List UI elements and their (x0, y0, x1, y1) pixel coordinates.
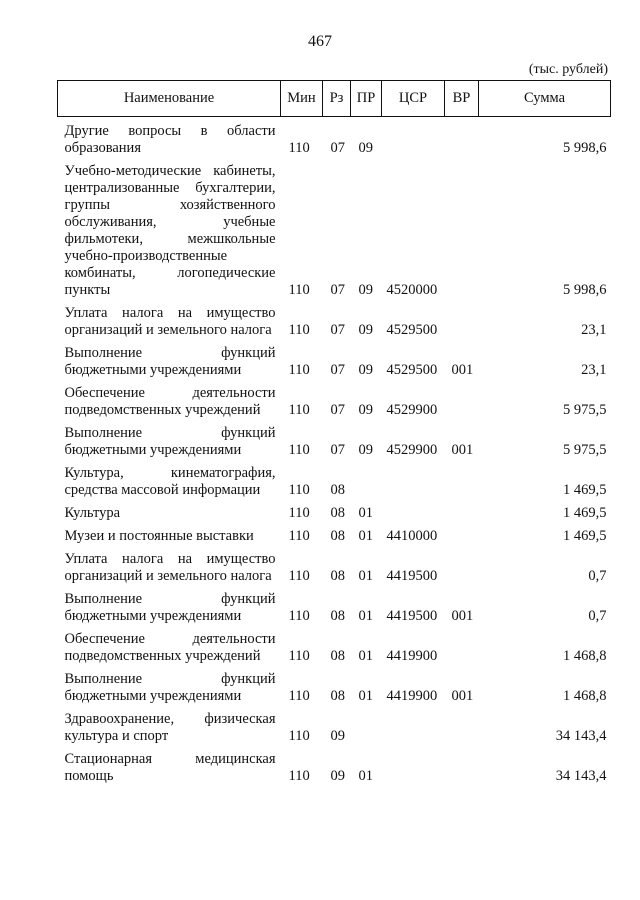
header-rz: Рз (323, 81, 351, 117)
cell-sum: 1 469,5 (563, 505, 607, 521)
cell-pr: 09 (358, 140, 373, 156)
cell-vr: 001 (451, 442, 474, 458)
units-note: (тыс. рублей) (528, 62, 608, 77)
cell-sum: 5 975,5 (563, 402, 607, 418)
table-row (58, 628, 611, 668)
cell-csr (382, 462, 445, 502)
cell-rz: 08 (330, 688, 345, 704)
cell-vr (445, 302, 479, 342)
cell-name: Выполнение функций бюджетными учреждениями (64, 425, 276, 458)
cell-pr: 01 (358, 648, 373, 664)
cell-min: 110 (288, 648, 310, 664)
cell-rz: 09 (330, 728, 345, 744)
cell-rz: 07 (330, 282, 345, 298)
cell-rz: 07 (330, 402, 345, 418)
cell-min: 110 (288, 362, 310, 378)
cell-pr (351, 462, 382, 502)
cell-rz: 08 (330, 568, 345, 584)
cell-sum: 1 468,8 (563, 648, 607, 664)
table-row (58, 525, 611, 548)
table-header (58, 81, 611, 117)
header-vr: ВР (445, 81, 479, 117)
table-row (58, 160, 611, 302)
cell-csr: 4529900 (386, 442, 438, 458)
cell-pr: 01 (358, 688, 373, 704)
table-row (58, 422, 611, 462)
cell-sum: 5 975,5 (563, 442, 607, 458)
cell-name: Обеспечение деятельности подведомственных учреждений (64, 385, 276, 418)
cell-min: 110 (288, 402, 310, 418)
cell-sum: 1 469,5 (563, 528, 607, 544)
table-row (58, 748, 611, 788)
budget-table (57, 80, 611, 788)
cell-csr: 4419900 (386, 648, 438, 664)
cell-pr: 09 (358, 402, 373, 418)
cell-pr: 01 (358, 608, 373, 624)
cell-pr: 01 (358, 768, 373, 784)
header-name: Наименование (58, 81, 281, 117)
page-number: 467 (308, 33, 332, 50)
cell-vr (445, 708, 479, 748)
cell-pr: 01 (358, 505, 373, 521)
cell-name: Здравоохранение, физическая культура и спорт (64, 711, 276, 744)
cell-sum: 5 998,6 (563, 282, 607, 298)
cell-csr: 4410000 (386, 528, 438, 544)
cell-vr: 001 (451, 608, 474, 624)
cell-sum: 5 998,6 (563, 140, 607, 156)
cell-pr: 09 (358, 442, 373, 458)
table-row (58, 588, 611, 628)
header-pr: ПР (351, 81, 382, 117)
table-row (58, 548, 611, 588)
cell-vr (445, 462, 479, 502)
cell-name: Выполнение функций бюджетными учреждениями (64, 345, 276, 378)
cell-min: 110 (288, 140, 310, 156)
cell-min: 110 (288, 728, 310, 744)
cell-name: Культура (64, 505, 121, 521)
cell-rz: 08 (330, 505, 345, 521)
table-row (58, 117, 611, 161)
cell-min: 110 (288, 608, 310, 624)
cell-csr: 4529500 (386, 362, 438, 378)
cell-vr (445, 117, 479, 161)
cell-min: 110 (288, 768, 310, 784)
cell-name: Другие вопросы в области образования (64, 123, 276, 156)
cell-rz: 07 (330, 442, 345, 458)
cell-sum: 1 468,8 (563, 688, 607, 704)
cell-csr: 4419500 (386, 568, 438, 584)
cell-vr (445, 160, 479, 302)
cell-name: Выполнение функций бюджетными учреждениями (64, 591, 276, 624)
cell-sum: 0,7 (588, 608, 607, 624)
header-row (58, 81, 611, 117)
cell-vr (445, 548, 479, 588)
cell-rz: 08 (330, 608, 345, 624)
cell-sum: 34 143,4 (555, 768, 607, 784)
cell-pr: 01 (358, 528, 373, 544)
cell-pr (351, 708, 382, 748)
cell-pr: 09 (358, 282, 373, 298)
cell-min: 110 (288, 505, 310, 521)
cell-name: Выполнение функций бюджетными учреждениями (64, 671, 276, 704)
cell-sum: 23,1 (581, 322, 607, 338)
table-row (58, 342, 611, 382)
cell-csr (382, 502, 445, 525)
cell-name: Стационарная медицинская помощь (64, 751, 276, 784)
cell-pr: 09 (358, 362, 373, 378)
table-row (58, 502, 611, 525)
table-row (58, 668, 611, 708)
cell-vr (445, 502, 479, 525)
cell-pr: 01 (358, 568, 373, 584)
table-row (58, 708, 611, 748)
table-row (58, 302, 611, 342)
table-body (58, 117, 611, 789)
cell-min: 110 (288, 568, 310, 584)
header-sum: Сумма (479, 81, 611, 117)
cell-min: 110 (288, 442, 310, 458)
cell-rz: 08 (330, 482, 345, 498)
header-csr: ЦСР (382, 81, 445, 117)
cell-sum: 1 469,5 (563, 482, 607, 498)
cell-name: Уплата налога на имущество организаций и земельного налога (64, 305, 276, 338)
cell-csr (382, 117, 445, 161)
cell-rz: 07 (330, 322, 345, 338)
cell-rz: 08 (330, 648, 345, 664)
cell-min: 110 (288, 528, 310, 544)
cell-rz: 07 (330, 362, 345, 378)
cell-vr (445, 748, 479, 788)
cell-vr (445, 382, 479, 422)
cell-csr (382, 748, 445, 788)
cell-sum: 23,1 (581, 362, 607, 378)
cell-csr: 4419500 (386, 608, 438, 624)
cell-name: Обеспечение деятельности подведомственных учреждений (64, 631, 276, 664)
cell-name: Музеи и постоянные выставки (64, 528, 254, 544)
cell-csr: 4520000 (386, 282, 438, 298)
cell-sum: 34 143,4 (555, 728, 607, 744)
cell-name: Культура, кинематография, средства массовой информации (64, 465, 276, 498)
table-row (58, 462, 611, 502)
cell-min: 110 (288, 482, 310, 498)
cell-name: Уплата налога на имущество организаций и земельного налога (64, 551, 276, 584)
cell-min: 110 (288, 322, 310, 338)
cell-min: 110 (288, 282, 310, 298)
table-row (58, 382, 611, 422)
cell-vr (445, 525, 479, 548)
cell-csr: 4529900 (386, 402, 438, 418)
cell-vr (445, 628, 479, 668)
cell-vr: 001 (451, 362, 474, 378)
cell-rz: 08 (330, 528, 345, 544)
cell-rz: 09 (330, 768, 345, 784)
header-min: Мин (281, 81, 323, 117)
cell-vr: 001 (451, 688, 474, 704)
cell-csr: 4529500 (386, 322, 438, 338)
cell-rz: 07 (330, 140, 345, 156)
cell-min: 110 (288, 688, 310, 704)
cell-pr: 09 (358, 322, 373, 338)
cell-csr: 4419900 (386, 688, 438, 704)
cell-name: Учебно-методические кабинеты, централизованные бухгалтерии, группы хозяйственного обслуживания, учебные фильмотеки, межшкольные учебно-производственные комбинаты, логопедические пункты (64, 163, 276, 298)
cell-csr (382, 708, 445, 748)
cell-sum: 0,7 (588, 568, 607, 584)
